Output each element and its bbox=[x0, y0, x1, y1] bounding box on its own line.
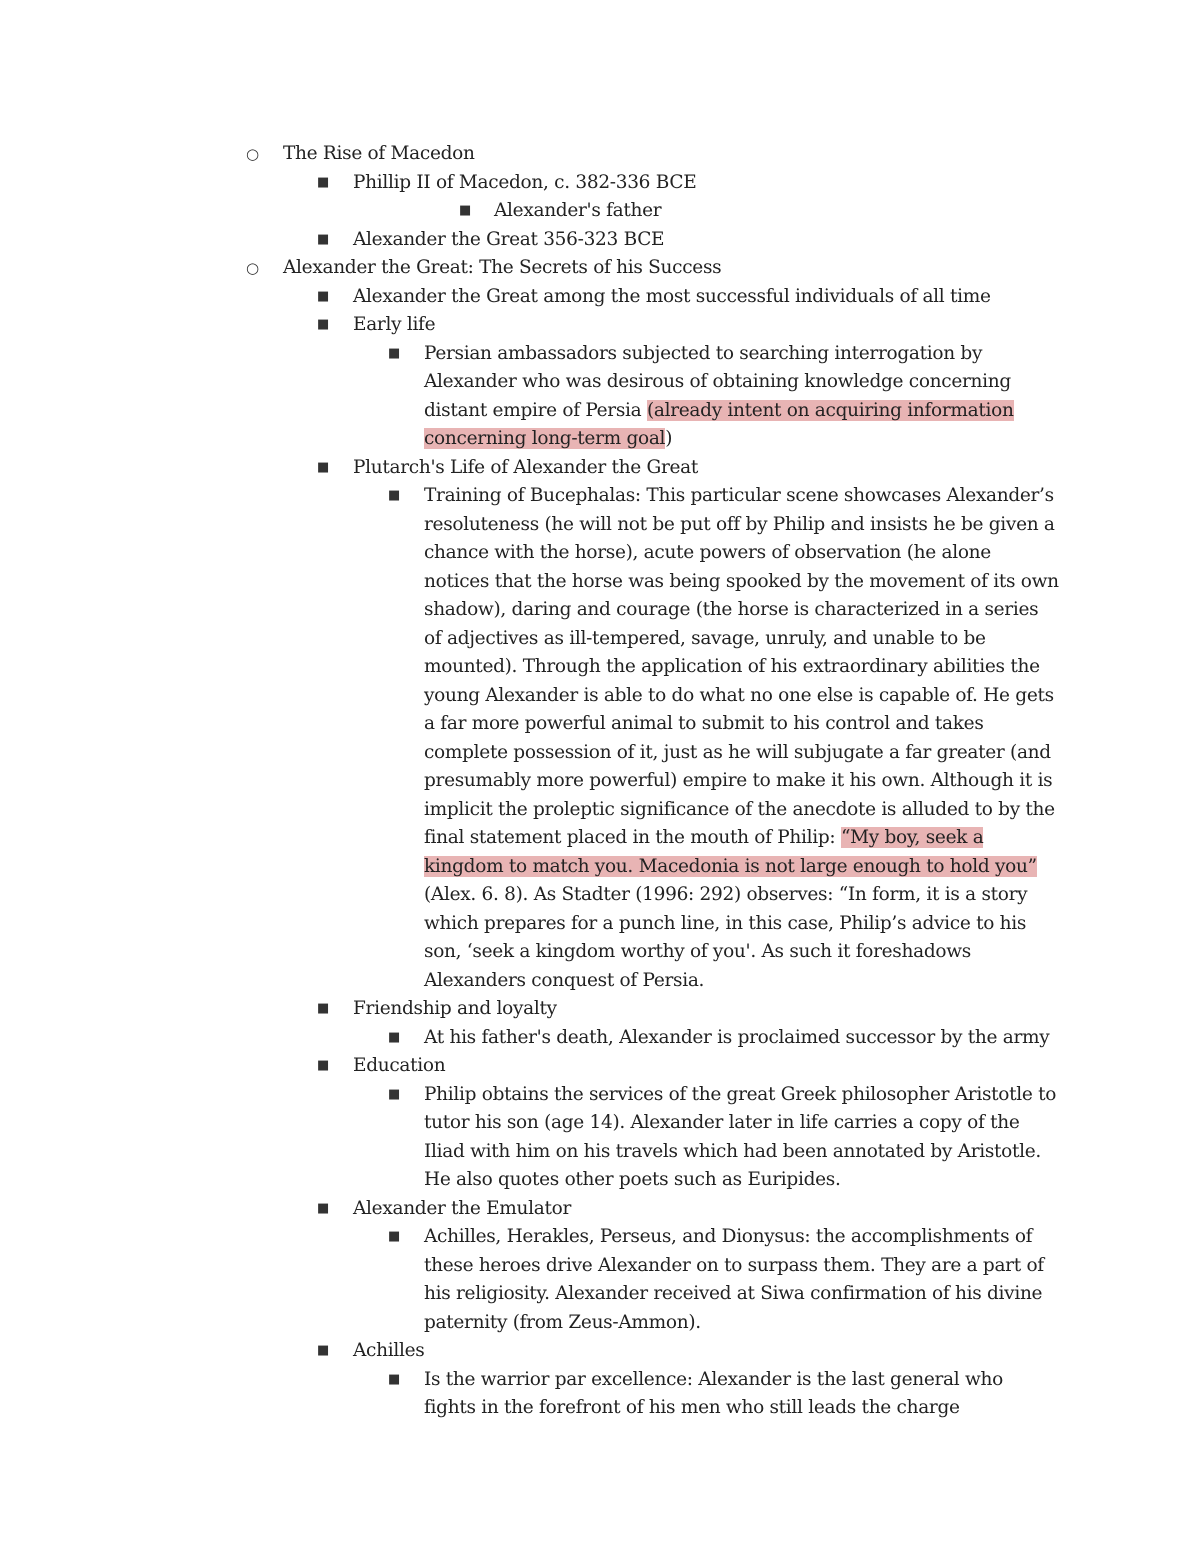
outline-item-level-2 bbox=[0, 311, 1200, 340]
outline-item-text: Friendship and loyalty bbox=[353, 998, 557, 1019]
outline-item-text: Alexander the Great: The Secrets of his Success bbox=[283, 257, 722, 278]
square-bullet-icon: ■ bbox=[317, 317, 329, 332]
outline-item-text: At his father's death, Alexander is proclaimed successor by the army bbox=[424, 1026, 1050, 1048]
outline-item-level-2 bbox=[0, 169, 1200, 198]
outline-item-text: Achilles, Herakles, Perseus, and Dionysus: the accomplishments of these heroes drive Alexander on to surpass them. They are a part of his religiosity. Alexander received at Siwa confirmation of his divine paternity (from Zeus-Ammon). bbox=[424, 1226, 1044, 1333]
text-segment: Persian ambassadors subjected to searching interrogation by Alexander who was desirous of obtaining knowledge concerning distant empire of Persia bbox=[424, 342, 1011, 421]
square-bullet-icon: ■ bbox=[388, 1371, 400, 1387]
outline-item-text: Plutarch's Life of Alexander the Great bbox=[353, 456, 698, 478]
outline-item-level-3 bbox=[0, 197, 1200, 226]
square-bullet-icon: ■ bbox=[388, 1229, 400, 1244]
outline-item-level-1 bbox=[0, 254, 1200, 283]
outline-item-level-1 bbox=[0, 140, 1200, 169]
outline-item-level-2 bbox=[0, 283, 1200, 312]
outline-item-text: Alexander the Emulator bbox=[353, 1197, 572, 1219]
outline-item-text bbox=[424, 340, 1059, 454]
outline-item-level-3 bbox=[0, 1081, 1200, 1195]
square-bullet-icon: ■ bbox=[317, 1001, 329, 1016]
text-segment: Training of Bucephalas: This particular scene showcases Alexander’s resoluteness (he will not be put off by Philip and insists he be given a chance with the horse), acute powers of observation (he alone notices that the horse was being spooked by the movement of its own shadow), daring and courage (the horse is characterized in a series of adjectives as ill-tempered, savage, unruly, and unable to be mounted). Through the application of his extraordinary abilities the young Alexander is able to do what no one else is capable of. He gets a far more powerful animal to submit to his control and takes complete possession of it, just as he will subjugate a far greater (and presumably more powerful) empire to make it his own. Although it is implicit the proleptic significance of the anecdote is alluded to by the final statement placed in the mouth of Philip: bbox=[424, 485, 1059, 848]
square-bullet-icon: ■ bbox=[459, 203, 471, 218]
outline-item-level-3 bbox=[0, 340, 1200, 454]
square-bullet-icon: ■ bbox=[317, 288, 329, 304]
outline-item-text: Alexander's father bbox=[494, 200, 662, 221]
square-bullet-icon: ■ bbox=[388, 1086, 400, 1102]
outline-item-text: Education bbox=[353, 1055, 446, 1076]
circle-bullet-icon: ○ bbox=[246, 145, 259, 163]
outline-item-level-3 bbox=[0, 1366, 1200, 1423]
outline-item-level-2 bbox=[0, 995, 1200, 1024]
text-segment: (Alex. 6. 8). As Stadter (1996: 292) observes: “In form, it is a story which prepares for a punch line, in this case, Philip’s advice to his son, ‘seek a kingdom worthy of you'. As such it foreshadows Alexanders conquest of Persia. bbox=[424, 884, 1028, 991]
square-bullet-icon: ■ bbox=[317, 231, 329, 247]
outline-item-text: Achilles bbox=[353, 1340, 425, 1361]
square-bullet-icon: ■ bbox=[317, 459, 329, 475]
square-bullet-icon: ■ bbox=[317, 1058, 329, 1073]
outline-item-text: Alexander the Great among the most successful individuals of all time bbox=[353, 285, 991, 307]
highlighted-text: “My boy, seek a kingdom to match you. Macedonia is not large enough to hold you” bbox=[424, 827, 1037, 877]
outline-item-text: The Rise of Macedon bbox=[283, 143, 475, 164]
outline-item-level-3 bbox=[0, 1223, 1200, 1337]
outline-item-level-2 bbox=[0, 1195, 1200, 1224]
outline-item-level-2 bbox=[0, 226, 1200, 255]
outline-item-level-2 bbox=[0, 454, 1200, 483]
outline-item-level-2 bbox=[0, 1337, 1200, 1366]
outline-item-level-2 bbox=[0, 1052, 1200, 1081]
circle-bullet-icon: ○ bbox=[246, 259, 259, 277]
outline-item-text bbox=[424, 482, 1059, 995]
text-segment: ) bbox=[665, 428, 673, 449]
outline-item-text: Is the warrior par excellence: Alexander is the last general who fights in the forefront of his men who still leads the charge bbox=[424, 1368, 1003, 1418]
square-bullet-icon: ■ bbox=[388, 1029, 400, 1045]
outline-item-level-3 bbox=[0, 482, 1200, 995]
square-bullet-icon: ■ bbox=[388, 345, 400, 361]
outline-item-text: Phillip II of Macedon, c. 382-336 BCE bbox=[353, 171, 697, 193]
square-bullet-icon: ■ bbox=[388, 488, 400, 503]
document-body bbox=[0, 140, 1200, 1423]
outline-item-text: Philip obtains the services of the great Greek philosopher Aristotle to tutor his son (age 14). Alexander later in life carries a copy of the Iliad with him on his travels which had been annotated by Aristotle. He also quotes other poets such as Euripides. bbox=[424, 1083, 1057, 1190]
highlighted-text: (already intent on acquiring information concerning long-term goal bbox=[424, 399, 1014, 449]
square-bullet-icon: ■ bbox=[317, 1200, 329, 1216]
outline-item-level-3 bbox=[0, 1024, 1200, 1053]
outline-item-text: Alexander the Great 356-323 BCE bbox=[353, 228, 665, 250]
outline-item-text: Early life bbox=[353, 314, 436, 335]
square-bullet-icon: ■ bbox=[317, 174, 329, 190]
square-bullet-icon: ■ bbox=[317, 1343, 329, 1358]
